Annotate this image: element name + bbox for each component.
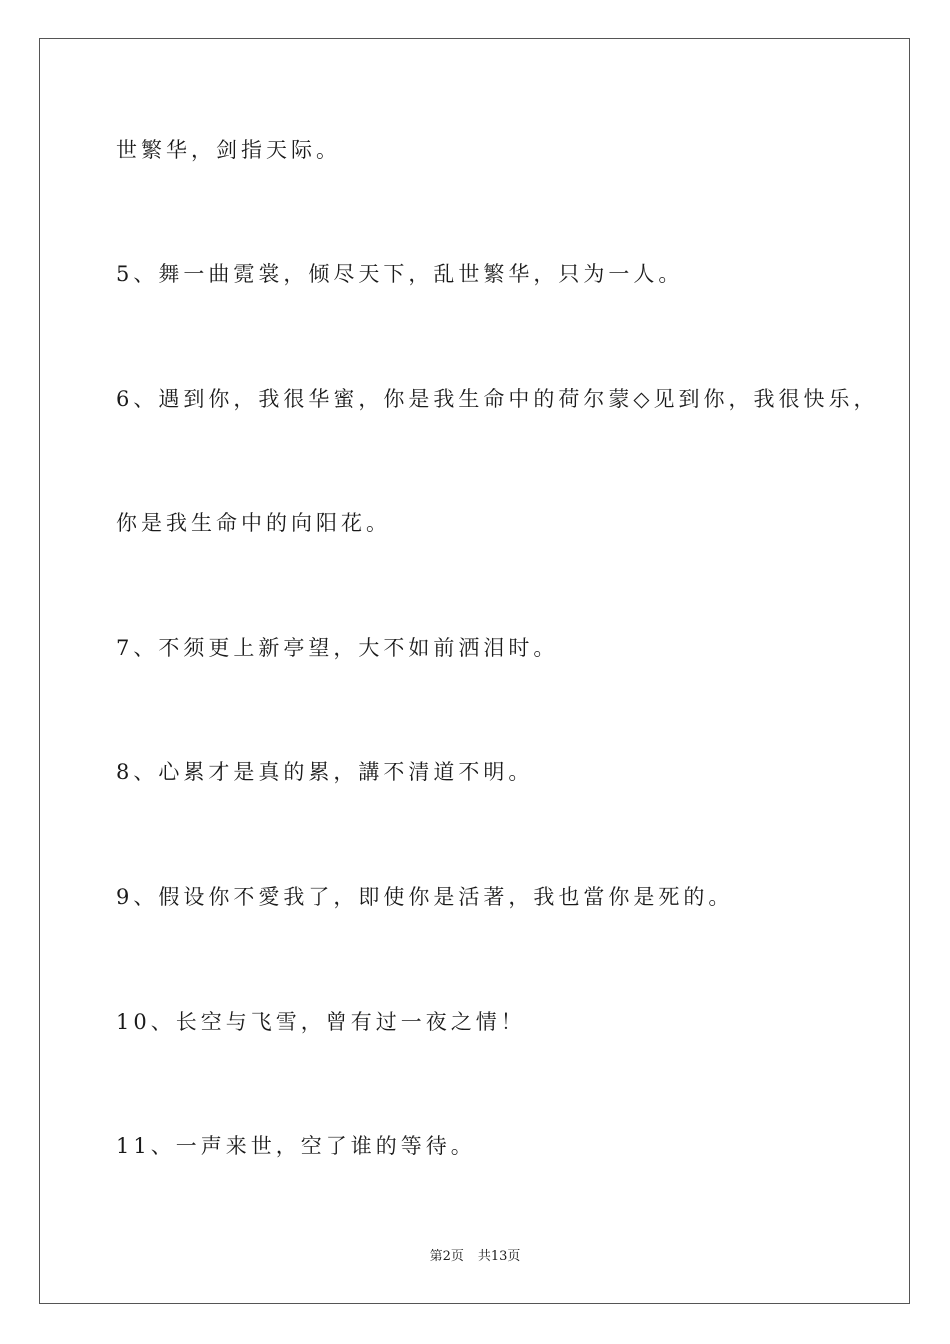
text-line-8: 10、长空与飞雪，曾有过一夜之情！ — [116, 1010, 526, 1034]
text-line-7: 9、假设你不愛我了，即使你是活著，我也當你是死的。 — [116, 885, 734, 909]
text-line-6: 8、心累才是真的累，講不清道不明。 — [116, 760, 534, 784]
page-footer — [0, 1248, 950, 1266]
text-line-1: 世繁华，剑指天际。 — [116, 138, 341, 162]
text-line-4: 你是我生命中的向阳花。 — [116, 511, 391, 535]
text-line-5: 7、不须更上新亭望，大不如前洒泪时。 — [116, 636, 559, 660]
text-line-9: 11、一声来世，空了谁的等待。 — [116, 1134, 476, 1158]
page-number: 第2页 — [429, 1249, 464, 1264]
page-border — [39, 38, 910, 1304]
text-line-2: 5、舞一曲霓裳，倾尽天下，乱世繁华，只为一人。 — [116, 262, 684, 286]
page-total: 共13页 — [477, 1249, 521, 1264]
text-line-3: 6、遇到你，我很华蜜，你是我生命中的荷尔蒙◇见到你，我很快乐， — [116, 387, 879, 411]
